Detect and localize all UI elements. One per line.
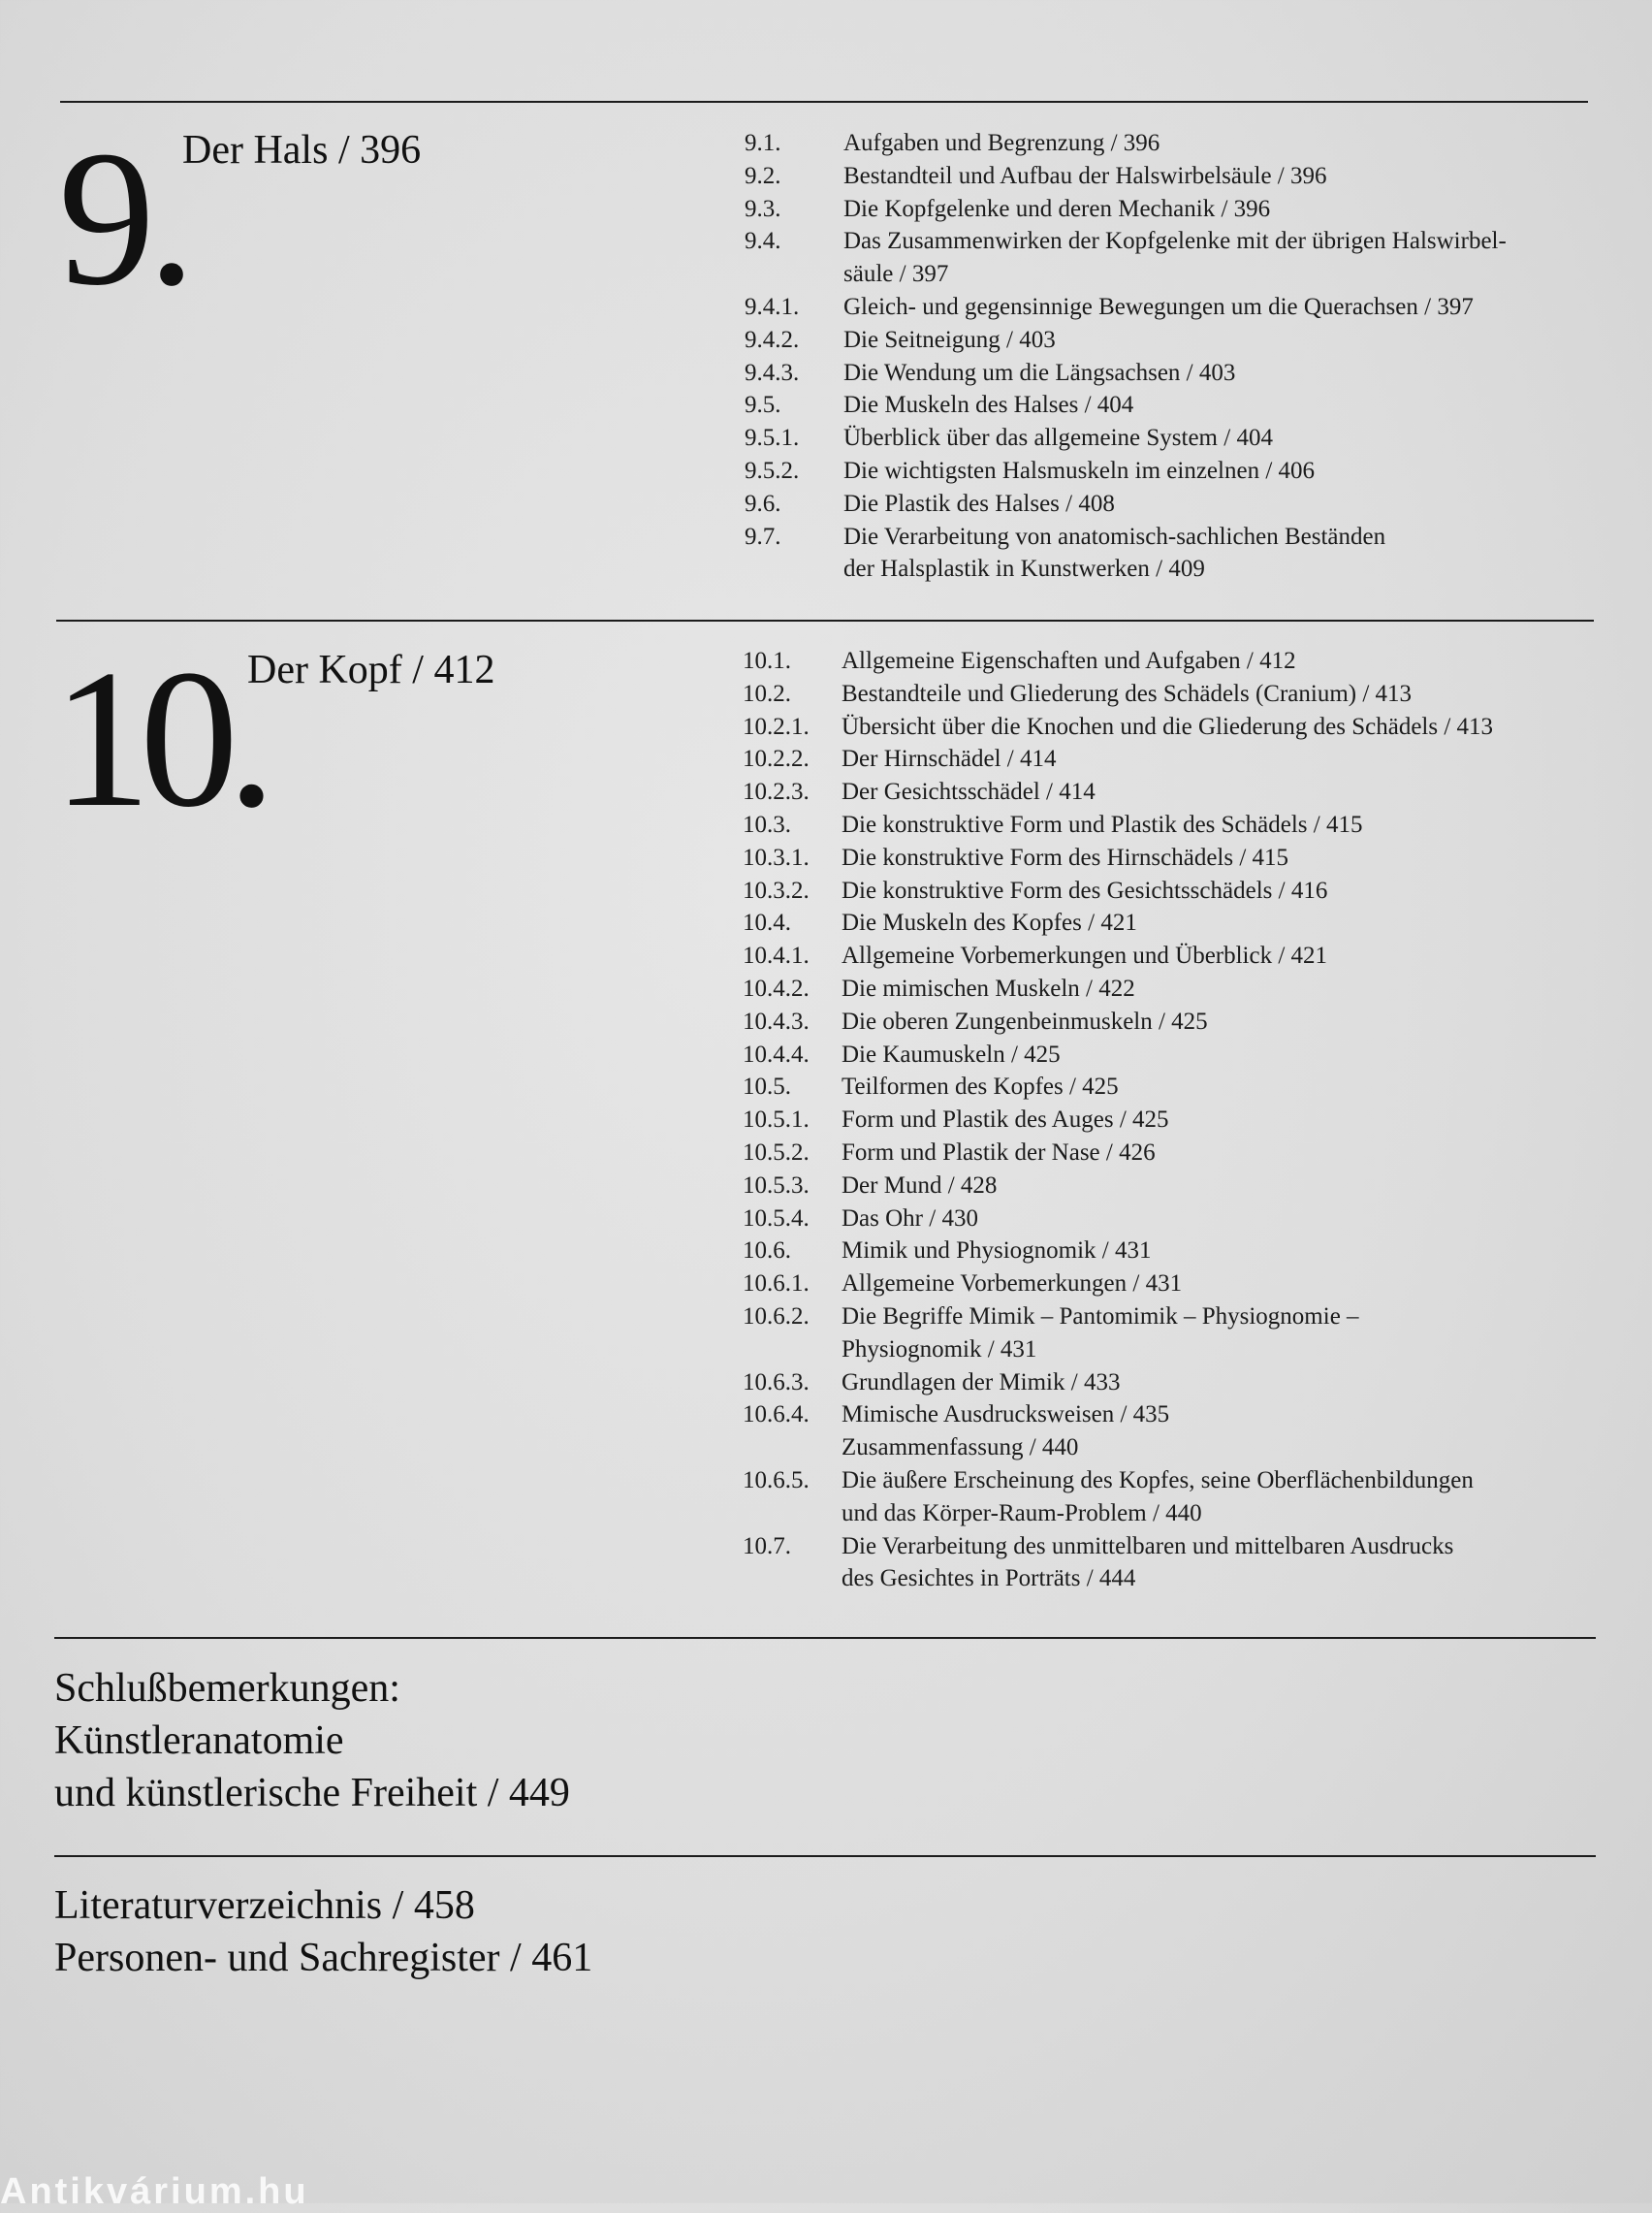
toc-entry — [743, 776, 1605, 809]
toc-entry-number: 10.2.2. — [743, 746, 810, 773]
toc-entry — [743, 1039, 1605, 1072]
toc-entry-number — [743, 1497, 842, 1530]
toc-entry-number — [743, 1333, 842, 1366]
closing-top-rule — [54, 1637, 1596, 1639]
toc-entry-title: Allgemeine Vorbemerkungen und Überblick / 421 — [842, 943, 1328, 970]
toc-entry-number: 10.4.3. — [743, 1008, 810, 1035]
toc-entry-number: 9.7. — [745, 523, 781, 550]
toc-entry-title: Die konstruktive Form des Hirnschädels / 415 — [842, 844, 1289, 871]
toc-entry-title: Teilformen des Kopfes / 425 — [842, 1074, 1119, 1101]
toc-entry-title: Form und Plastik der Nase / 426 — [842, 1139, 1156, 1166]
toc-entry — [743, 1071, 1605, 1104]
toc-entry-number: 9.4.3. — [745, 359, 800, 386]
toc-entry — [745, 324, 1598, 357]
toc-entry-number: 10.5.2. — [743, 1139, 810, 1166]
toc-entry — [743, 1203, 1605, 1235]
toc-entry-number: 10.6.2. — [743, 1302, 810, 1330]
toc-entry — [743, 711, 1605, 744]
toc-entry-number: 10.1. — [743, 648, 791, 674]
toc-entry-title: Die konstruktive Form und Plastik des Schädels / 415 — [842, 811, 1363, 838]
toc-entry-title: Allgemeine Eigenschaften und Aufgaben / 412 — [842, 648, 1296, 674]
toc-entry — [745, 521, 1598, 554]
toc-entry-title: Die Verarbeitung von anatomisch-sachlichen Beständen — [843, 523, 1386, 550]
toc-entry-number: 10.7. — [743, 1532, 791, 1559]
toc-entry-number: 10.6.3. — [743, 1368, 810, 1395]
toc-entry-number — [745, 258, 843, 291]
toc-entry-number — [743, 1562, 842, 1595]
toc-entry-title: der Halsplastik in Kunstwerken / 409 — [843, 556, 1205, 583]
toc-entry-number: 10.2.3. — [743, 779, 810, 806]
toc-entry-title: und das Körper-Raum-Problem / 440 — [842, 1499, 1202, 1526]
toc-entry-number: 10.4.4. — [743, 1041, 810, 1068]
toc-entry-title: Überblick über das allgemeine System / 404 — [843, 425, 1273, 452]
toc-entry-number: 9.4.1. — [745, 293, 800, 320]
toc-entry-title: Der Hirnschädel / 414 — [842, 746, 1057, 773]
toc-entry-title: Form und Plastik des Auges / 425 — [842, 1106, 1169, 1134]
toc-entry-title: Allgemeine Vorbemerkungen / 431 — [842, 1270, 1183, 1298]
chapter10-number: 10. — [52, 629, 265, 849]
toc-entry — [745, 389, 1598, 422]
toc-entry — [743, 809, 1605, 842]
chapter9-top-rule — [60, 101, 1588, 103]
toc-entry-title: Das Ohr / 430 — [842, 1204, 978, 1232]
watermark: Antikvárium.hu — [0, 2171, 309, 2212]
closing-line-3: und künstlerische Freiheit / 449 — [54, 1771, 570, 1815]
toc-entry — [743, 743, 1605, 776]
toc-entry-title: Die Begriffe Mimik – Pantomimik – Physiognomie – — [842, 1302, 1359, 1330]
toc-entry — [743, 1366, 1605, 1399]
toc-entry-title: Die Muskeln des Kopfes / 421 — [842, 910, 1137, 937]
toc-entry-number: 10.5.1. — [743, 1106, 810, 1134]
toc-entry — [743, 875, 1605, 908]
toc-entry-title: des Gesichtes in Porträts / 444 — [842, 1565, 1136, 1592]
chapter10-toc — [743, 645, 1605, 1595]
toc-entry — [743, 1333, 1605, 1366]
toc-entry-title: Der Mund / 428 — [842, 1171, 998, 1199]
toc-entry-number: 10.2. — [743, 680, 791, 707]
toc-entry — [745, 455, 1598, 488]
toc-entry-number — [745, 553, 843, 586]
toc-entry-title: säule / 397 — [843, 261, 949, 288]
toc-entry — [743, 1464, 1605, 1497]
toc-entry-number: 10.3.2. — [743, 877, 810, 904]
bibliography-entry: Literaturverzeichnis / 458 — [54, 1883, 475, 1928]
toc-entry-title: Die Muskeln des Halses / 404 — [843, 392, 1134, 419]
toc-entry-title: Bestandteil und Aufbau der Halswirbelsäule / 396 — [843, 162, 1327, 189]
toc-entry-title: Die Verarbeitung des unmittelbaren und mittelbaren Ausdrucks — [842, 1532, 1454, 1559]
toc-entry — [745, 258, 1598, 291]
toc-entry-title: Bestandteile und Gliederung des Schädels (Cranium) / 413 — [842, 680, 1413, 707]
toc-entry — [743, 1235, 1605, 1267]
toc-entry-number: 9.5.2. — [745, 457, 800, 484]
toc-entry-title: Die wichtigsten Halsmuskeln im einzelnen / 406 — [843, 457, 1316, 484]
toc-entry-title: Mimische Ausdrucksweisen / 435 — [842, 1401, 1170, 1428]
toc-entry-title: Gleich- und gegensinnige Bewegungen um die Querachsen / 397 — [843, 293, 1474, 320]
toc-entry — [743, 1398, 1605, 1431]
appendix-entries — [54, 1879, 592, 1984]
toc-entry — [743, 842, 1605, 875]
toc-entry-number: 9.4. — [745, 228, 781, 255]
toc-entry-number: 10.5.3. — [743, 1171, 810, 1199]
toc-entry-number: 10.6.4. — [743, 1401, 810, 1428]
toc-entry-number: 10.3. — [743, 811, 791, 838]
toc-entry — [743, 973, 1605, 1006]
toc-entry-number: 9.1. — [745, 130, 781, 156]
toc-entry-number: 9.5. — [745, 392, 781, 419]
toc-entry-number: 10.6. — [743, 1237, 791, 1265]
chapter9-toc — [745, 127, 1598, 586]
toc-entry-number: 9.2. — [745, 162, 781, 189]
toc-entry-title: Die Kaumuskeln / 425 — [842, 1041, 1061, 1068]
toc-entry — [743, 1104, 1605, 1137]
toc-entry-number: 9.5.1. — [745, 425, 800, 452]
toc-entry — [743, 678, 1605, 711]
toc-entry — [745, 422, 1598, 455]
toc-entry — [743, 1562, 1605, 1595]
chapter9-title: Der Hals / 396 — [182, 128, 422, 173]
toc-entry-number — [743, 1431, 842, 1464]
closing-remarks — [54, 1662, 570, 1819]
toc-entry-number: 9.6. — [745, 490, 781, 517]
closing-line-1: Schlußbemerkungen: — [54, 1666, 400, 1711]
toc-entry-title: Übersicht über die Knochen und die Gliederung des Schädels / 413 — [842, 713, 1494, 740]
toc-entry — [743, 1431, 1605, 1464]
toc-entry — [745, 357, 1598, 390]
toc-entry-number: 9.3. — [745, 195, 781, 222]
toc-entry-number: 10.4.2. — [743, 975, 810, 1002]
toc-entry — [743, 1137, 1605, 1170]
toc-entry-number: 10.4.1. — [743, 943, 810, 970]
toc-entry — [743, 1300, 1605, 1333]
toc-entry — [743, 1497, 1605, 1530]
toc-entry-number: 10.2.1. — [743, 713, 810, 740]
toc-entry-number: 10.5.4. — [743, 1204, 810, 1232]
toc-entry — [745, 193, 1598, 226]
toc-entry-title: Zusammenfassung / 440 — [842, 1434, 1079, 1461]
toc-entry-title: Die Seitneigung / 403 — [843, 326, 1056, 353]
toc-entry-title: Mimik und Physiognomik / 431 — [842, 1237, 1152, 1265]
toc-entry-title: Die konstruktive Form des Gesichtsschädels / 416 — [842, 877, 1328, 904]
toc-entry — [743, 940, 1605, 973]
toc-entry — [743, 1267, 1605, 1300]
toc-entry-title: Die äußere Erscheinung des Kopfes, seine Oberflächenbildungen — [842, 1466, 1474, 1493]
chapter10-title: Der Kopf / 412 — [247, 648, 495, 692]
toc-entry-title: Die Plastik des Halses / 408 — [843, 490, 1115, 517]
toc-entry — [743, 1170, 1605, 1203]
toc-entry — [743, 907, 1605, 940]
toc-entry-number: 10.3.1. — [743, 844, 810, 871]
appendix-top-rule — [54, 1855, 1596, 1857]
chapter9-number: 9. — [58, 112, 188, 326]
chapter10-top-rule — [56, 620, 1594, 622]
toc-entry — [743, 645, 1605, 678]
toc-entry — [745, 225, 1598, 258]
toc-entry-number: 9.4.2. — [745, 326, 800, 353]
toc-entry-title: Der Gesichtsschädel / 414 — [842, 779, 1096, 806]
toc-entry-number: 10.6.1. — [743, 1270, 810, 1298]
toc-entry-title: Die oberen Zungenbeinmuskeln / 425 — [842, 1008, 1208, 1035]
toc-entry-number: 10.6.5. — [743, 1466, 810, 1493]
toc-entry-title: Das Zusammenwirken der Kopfgelenke mit der übrigen Halswirbel- — [843, 228, 1507, 255]
toc-entry-number: 10.5. — [743, 1074, 791, 1101]
toc-entry — [743, 1006, 1605, 1039]
toc-entry — [745, 553, 1598, 586]
toc-entry — [743, 1530, 1605, 1563]
toc-entry — [745, 291, 1598, 324]
toc-entry-title: Die Kopfgelenke und deren Mechanik / 396 — [843, 195, 1271, 222]
toc-entry-title: Die Wendung um die Längsachsen / 403 — [843, 359, 1236, 386]
toc-entry-number: 10.4. — [743, 910, 791, 937]
toc-entry — [745, 488, 1598, 521]
toc-entry-title: Die mimischen Muskeln / 422 — [842, 975, 1135, 1002]
index-entry: Personen- und Sachregister / 461 — [54, 1936, 593, 1980]
toc-entry-title: Physiognomik / 431 — [842, 1335, 1037, 1363]
toc-entry — [745, 160, 1598, 193]
toc-entry-title: Grundlagen der Mimik / 433 — [842, 1368, 1121, 1395]
closing-line-2: Künstleranatomie — [54, 1718, 344, 1763]
toc-entry-title: Aufgaben und Begrenzung / 396 — [843, 130, 1160, 156]
toc-entry — [745, 127, 1598, 160]
